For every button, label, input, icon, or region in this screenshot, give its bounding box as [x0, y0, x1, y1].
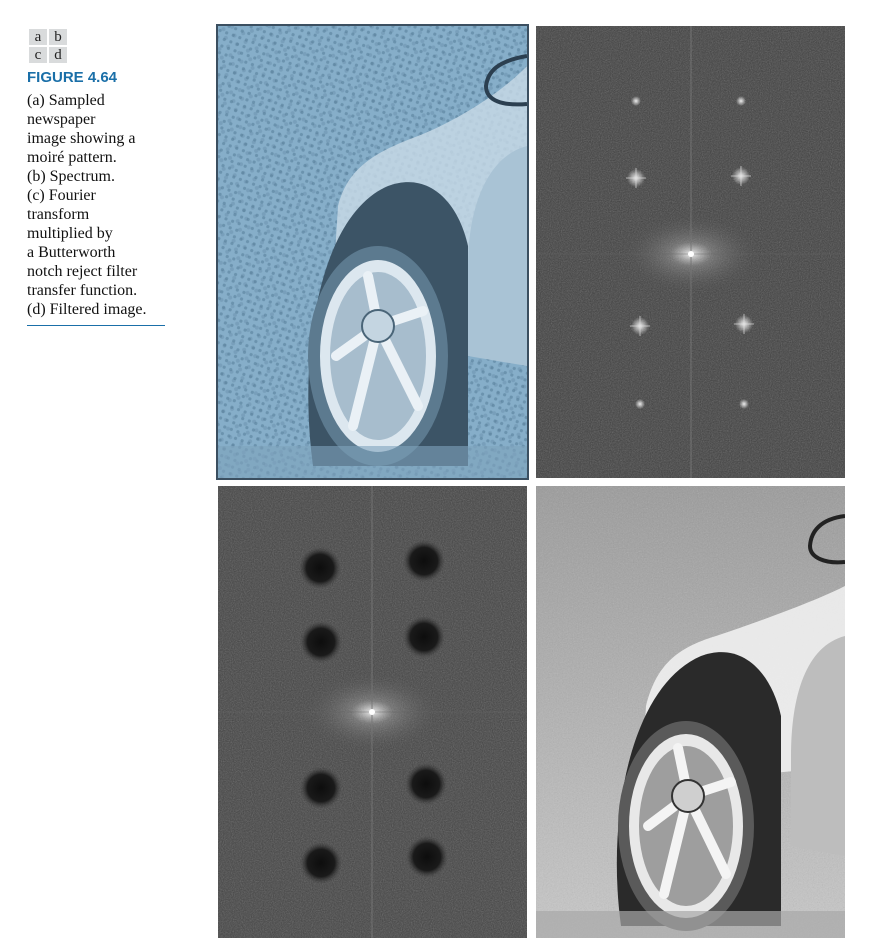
caption-line: newspaper [27, 111, 96, 128]
caption-line: moiré pattern. [27, 149, 117, 166]
caption-line: (a) Sampled [27, 92, 105, 109]
caption-line: transform [27, 206, 90, 223]
panel-key [29, 29, 69, 63]
caption-line: (c) Fourier [27, 187, 96, 204]
panel-key-c: c [29, 47, 47, 63]
figure-caption [27, 91, 177, 319]
panel-key-d: d [49, 47, 67, 63]
figure-label: FIGURE 4.64 [27, 69, 118, 86]
caption-line: multiplied by [27, 225, 113, 242]
caption-line: notch reject filter [27, 263, 138, 280]
caption-divider [27, 325, 165, 326]
panel-b-image [536, 26, 845, 478]
caption-line: (d) Filtered image. [27, 301, 147, 318]
panel-a-image [216, 24, 529, 480]
caption-line: a Butterworth [27, 244, 116, 261]
caption-line: (b) Spectrum. [27, 168, 115, 185]
panel-key-a: a [29, 29, 47, 45]
panel-d-image [536, 486, 845, 938]
panel-key-b: b [49, 29, 67, 45]
caption-line: image showing a [27, 130, 136, 147]
caption-line: transfer function. [27, 282, 138, 299]
panel-c-image [218, 486, 527, 938]
